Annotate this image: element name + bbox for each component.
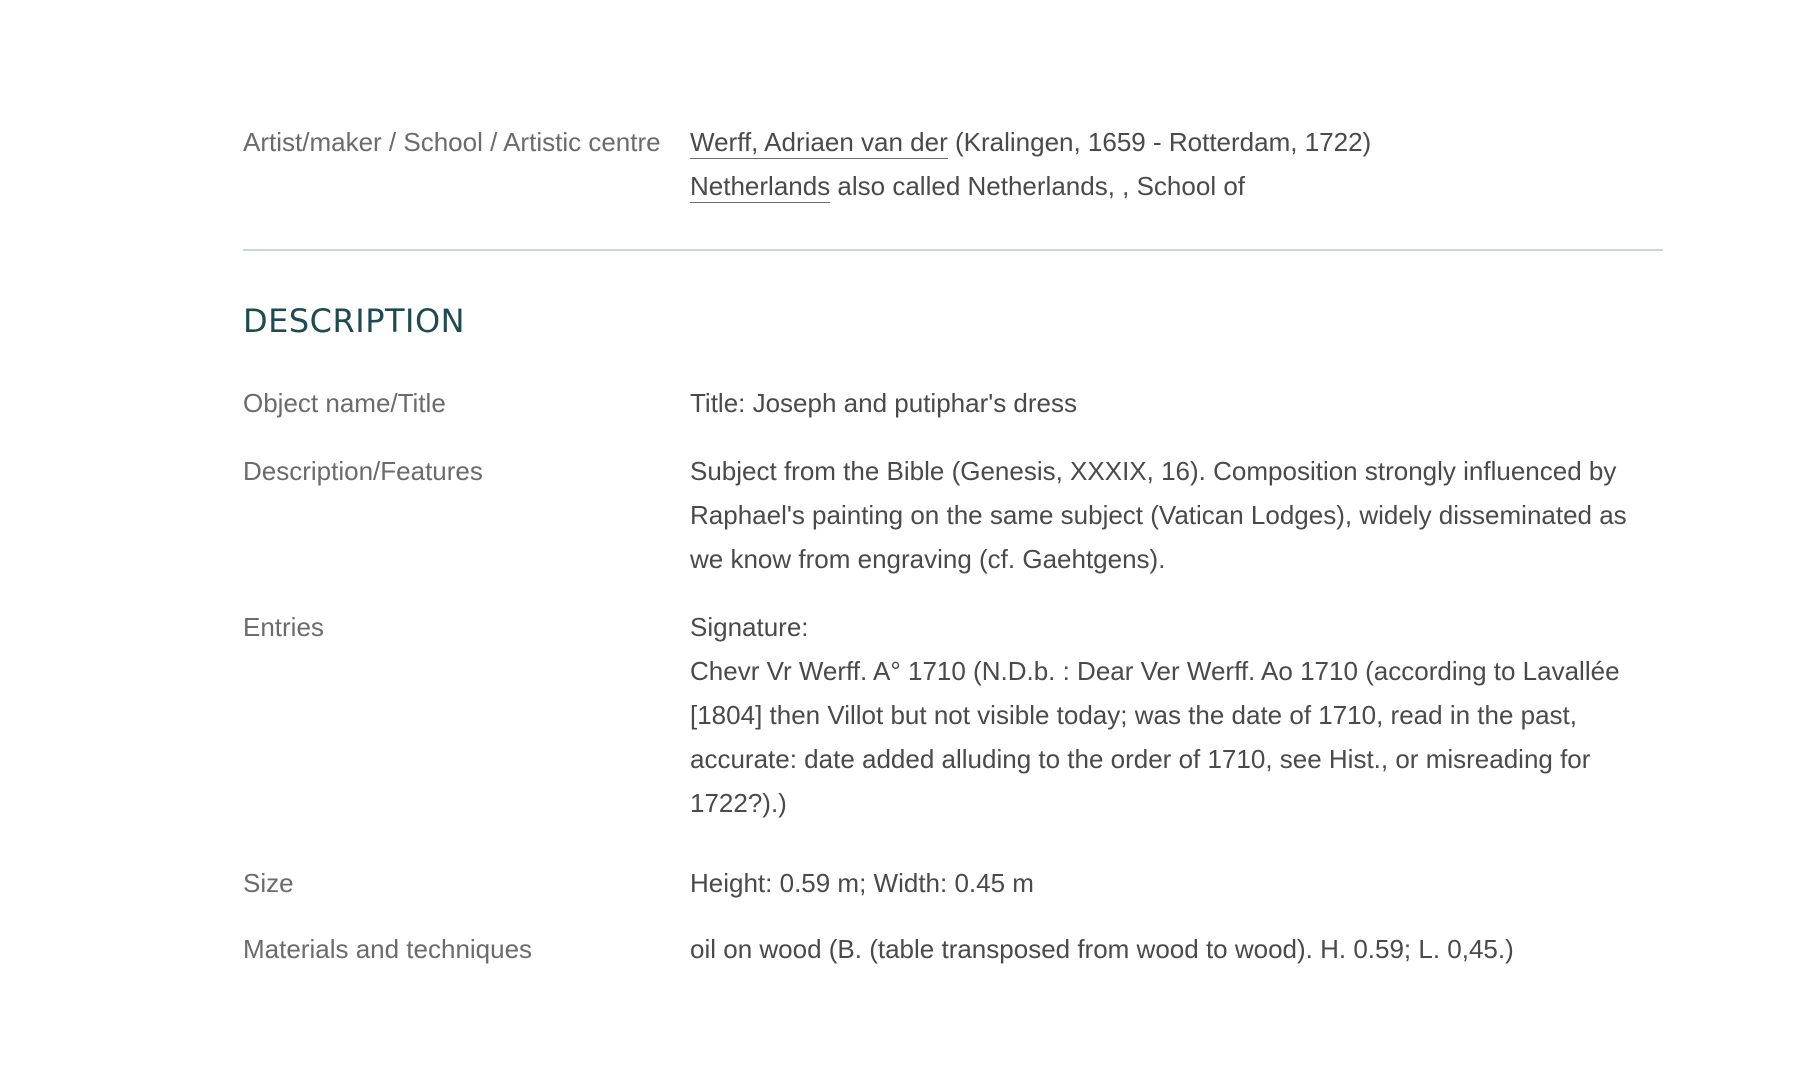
section-divider	[243, 249, 1663, 251]
object-name-value: Title: Joseph and putiphar's dress	[690, 388, 1077, 418]
size-value: Height: 0.59 m; Width: 0.45 m	[690, 868, 1034, 898]
description-heading: DESCRIPTION	[243, 302, 466, 340]
object-name-label: Object name/Title	[243, 388, 446, 418]
materials-label: Materials and techniques	[243, 934, 533, 964]
entries-row	[243, 605, 1663, 825]
object-name-row	[243, 381, 1663, 425]
materials-value: oil on wood (B. (table transposed from wood to wood). H. 0.59; L. 0,45.)	[690, 934, 1514, 964]
artist-dates: (Kralingen, 1659 - Rotterdam, 1722)	[947, 127, 1372, 157]
school-link[interactable]: Netherlands	[690, 171, 831, 201]
artist-row	[243, 120, 1663, 208]
features-label: Description/Features	[243, 456, 483, 486]
size-row	[243, 861, 1663, 905]
school-line	[690, 164, 1663, 208]
entries-label: Entries	[243, 612, 324, 642]
artwork-details	[243, 120, 1663, 971]
school-text: also called Netherlands, , School of	[830, 171, 1245, 201]
features-value	[690, 449, 1663, 581]
artist-label: Artist/maker / School / Artistic centre	[243, 127, 661, 157]
entries-heading: Signature:	[690, 612, 809, 642]
artist-value	[690, 120, 1663, 208]
features-row	[243, 449, 1663, 581]
artist-link[interactable]: Werff, Adriaen van der	[690, 127, 948, 157]
features-text: Subject from the Bible (Genesis, XXXIX, 16). Composition strongly influenced by Raphael's painting on the same subject (Vatican Lodges), widely disseminated as we know from engraving (cf. Gaehtgens).	[690, 456, 1627, 574]
size-label: Size	[243, 868, 294, 898]
artist-line	[690, 120, 1663, 164]
materials-row	[243, 927, 1663, 971]
entries-value	[690, 605, 1663, 825]
entries-text: Chevr Vr Werff. A° 1710 (N.D.b. : Dear Ver Werff. Ao 1710 (according to Lavallée [1804] then Villot but not visible today; was the date of 1710, read in the past, accurate: date added alluding to the order of 1710, see Hist., or misreading for 1722?).)	[690, 656, 1620, 818]
